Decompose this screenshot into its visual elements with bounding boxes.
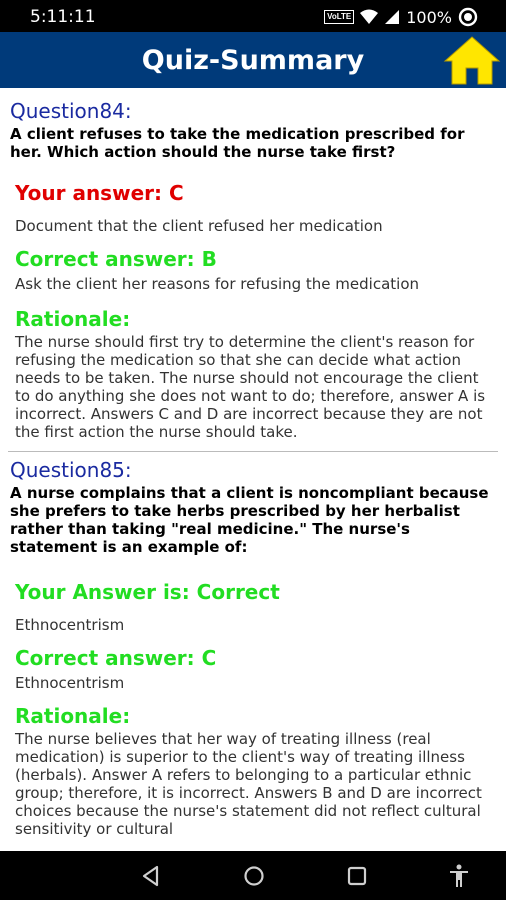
battery-percent: 100%	[406, 7, 452, 27]
your-answer-label: Your answer: C	[15, 181, 184, 205]
question-item	[0, 458, 506, 838]
correct-answer-text: Ask the client her reasons for refusing the medication	[15, 275, 420, 293]
correct-answer-label: Correct answer: C	[15, 646, 217, 670]
recents-icon	[344, 863, 370, 889]
recents-button[interactable]	[344, 863, 370, 889]
wifi-icon	[360, 9, 378, 25]
back-icon	[138, 863, 164, 889]
question-text: A client refuses to take the medication prescribed for her. Which action should the nurse take first?	[10, 125, 465, 161]
question-number: Question84:	[10, 99, 132, 123]
app-bar	[0, 32, 506, 88]
rationale-label: Rationale:	[15, 307, 131, 331]
accessibility-button[interactable]	[446, 863, 472, 889]
back-button[interactable]	[138, 863, 164, 889]
rationale-label: Rationale:	[15, 704, 131, 728]
circle-home-icon	[241, 863, 267, 889]
home-nav-button[interactable]	[241, 863, 267, 889]
status-icons	[324, 7, 478, 27]
correct-answer-label: Correct answer: B	[15, 247, 217, 271]
volte-badge: VoLTE	[324, 10, 354, 24]
home-button[interactable]	[442, 34, 502, 86]
home-icon	[442, 34, 502, 86]
correct-answer-text: Ethnocentrism	[15, 674, 125, 692]
page-title: Quiz-Summary	[141, 45, 365, 76]
question-item	[0, 99, 506, 441]
your-answer-text: Document that the client refused her medication	[15, 217, 383, 235]
your-answer-text: Ethnocentrism	[15, 616, 125, 634]
divider	[8, 451, 498, 452]
rationale-text: The nurse believes that her way of treating illness (real medication) is superior to the client's way of treating illness (herbals). Answer A refers to belonging to a particular ethnic group; therefore, it is incorrect. Answers B and D are incorrect choices because the nurse's statement did not reflect cultural sensitivity or cultural	[15, 730, 482, 838]
rationale-text: The nurse should first try to determine the client's reason for refusing the medication so that she can decide what action needs to be taken. The nurse should not encourage the client to do anything she does not want to do; therefore, answer A is incorrect. Answers C and D are incorrect because they are not the first action the nurse should take.	[15, 333, 486, 441]
clock-time: 5:11:11	[30, 7, 96, 27]
question-number: Question85:	[10, 458, 132, 482]
quiz-summary-list[interactable]	[0, 88, 506, 851]
signal-icon	[384, 9, 400, 25]
question-text: A nurse complains that a client is noncompliant because she prefers to take herbs prescribed by her herbalist rather than taking "real medicine." The nurse's statement is an example of:	[10, 484, 489, 556]
status-bar	[0, 0, 506, 32]
accessibility-icon	[446, 863, 472, 889]
system-navigation-bar	[0, 851, 506, 900]
your-answer-label: Your Answer is: Correct	[15, 580, 280, 604]
battery-icon	[458, 7, 478, 27]
